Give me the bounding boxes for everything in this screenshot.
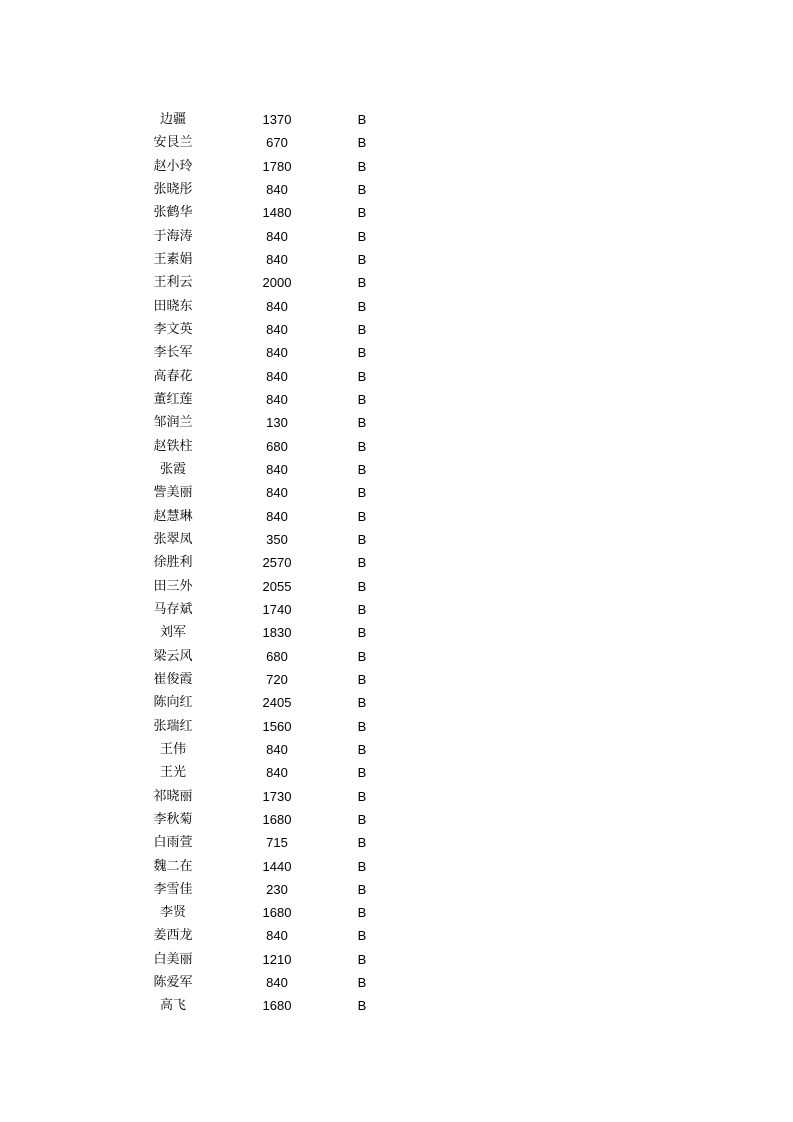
table-row — [0, 341, 793, 364]
table-row — [0, 645, 793, 668]
cell-amount: 840 — [266, 461, 288, 477]
table-row — [0, 388, 793, 411]
cell-name: 张翠凤 — [153, 531, 193, 547]
cell-amount: 1680 — [262, 905, 292, 921]
cell-name: 李秋菊 — [153, 811, 193, 827]
cell-amount: 1780 — [262, 158, 292, 174]
cell-amount: 840 — [266, 228, 288, 244]
cell-grade: B — [357, 975, 367, 991]
table-row — [0, 108, 793, 131]
table-row — [0, 668, 793, 691]
cell-grade: B — [357, 601, 367, 617]
cell-amount: 130 — [266, 415, 288, 431]
cell-amount: 1560 — [262, 718, 292, 734]
cell-grade: B — [357, 741, 367, 757]
cell-grade: B — [357, 648, 367, 664]
cell-name: 田三外 — [153, 578, 193, 594]
cell-name: 李长军 — [153, 345, 193, 361]
cell-grade: B — [357, 625, 367, 641]
cell-grade: B — [357, 578, 367, 594]
table-row — [0, 271, 793, 294]
data-table — [0, 108, 793, 1018]
table-row — [0, 528, 793, 551]
cell-amount: 1740 — [262, 601, 292, 617]
cell-grade: B — [357, 928, 367, 944]
cell-grade: B — [357, 415, 367, 431]
cell-amount: 1730 — [262, 788, 292, 804]
cell-name: 訾美丽 — [153, 485, 193, 501]
cell-grade: B — [357, 345, 367, 361]
cell-name: 安艮兰 — [153, 135, 193, 151]
table-row — [0, 948, 793, 971]
table-row — [0, 598, 793, 621]
table-row — [0, 831, 793, 854]
table-row — [0, 621, 793, 644]
cell-name: 白雨萱 — [153, 835, 193, 851]
table-row — [0, 318, 793, 341]
cell-name: 高春花 — [153, 368, 193, 384]
table-row — [0, 971, 793, 994]
cell-grade: B — [357, 228, 367, 244]
cell-amount: 230 — [266, 881, 288, 897]
table-row — [0, 551, 793, 574]
table-row — [0, 691, 793, 714]
cell-name: 王素娟 — [153, 251, 193, 267]
cell-grade: B — [357, 531, 367, 547]
table-row — [0, 201, 793, 224]
cell-amount: 840 — [266, 345, 288, 361]
cell-grade: B — [357, 718, 367, 734]
table-row — [0, 855, 793, 878]
cell-grade: B — [357, 881, 367, 897]
table-row — [0, 901, 793, 924]
cell-grade: B — [357, 485, 367, 501]
table-body — [0, 108, 793, 1018]
cell-name: 赵慧琳 — [153, 508, 193, 524]
cell-grade: B — [357, 368, 367, 384]
cell-amount: 840 — [266, 765, 288, 781]
cell-name: 李贤 — [159, 905, 186, 921]
cell-grade: B — [357, 181, 367, 197]
cell-name: 陈爱军 — [153, 975, 193, 991]
cell-name: 张晓彤 — [153, 181, 193, 197]
cell-amount: 840 — [266, 321, 288, 337]
table-row — [0, 924, 793, 947]
cell-grade: B — [357, 835, 367, 851]
cell-amount: 840 — [266, 298, 288, 314]
cell-name: 于海涛 — [153, 228, 193, 244]
cell-amount: 715 — [266, 835, 288, 851]
table-row — [0, 225, 793, 248]
cell-name: 陈向红 — [153, 695, 193, 711]
table-row — [0, 738, 793, 761]
cell-grade: B — [357, 321, 367, 337]
cell-grade: B — [357, 158, 367, 174]
cell-amount: 1370 — [262, 112, 292, 127]
table-row — [0, 365, 793, 388]
cell-grade: B — [357, 391, 367, 407]
table-row — [0, 715, 793, 738]
cell-name: 崔俊霞 — [153, 671, 193, 687]
table-row — [0, 575, 793, 598]
cell-amount: 840 — [266, 508, 288, 524]
table-row — [0, 505, 793, 528]
cell-amount: 1480 — [262, 205, 292, 221]
cell-amount: 2055 — [262, 578, 292, 594]
cell-amount: 2405 — [262, 695, 292, 711]
cell-grade: B — [357, 555, 367, 571]
cell-name: 李雪佳 — [153, 881, 193, 897]
cell-grade: B — [357, 275, 367, 291]
cell-name: 梁云风 — [153, 648, 193, 664]
cell-grade: B — [357, 135, 367, 151]
cell-amount: 840 — [266, 391, 288, 407]
table-row — [0, 878, 793, 901]
cell-amount: 2000 — [262, 275, 292, 291]
cell-amount: 1680 — [262, 811, 292, 827]
cell-grade: B — [357, 765, 367, 781]
cell-grade: B — [357, 858, 367, 874]
cell-amount: 840 — [266, 975, 288, 991]
cell-name: 祁晓丽 — [153, 788, 193, 804]
cell-amount: 840 — [266, 741, 288, 757]
cell-grade: B — [357, 671, 367, 687]
table-row — [0, 481, 793, 504]
table-row — [0, 458, 793, 481]
cell-name: 徐胜利 — [153, 555, 193, 571]
cell-name: 马存斌 — [153, 601, 193, 617]
cell-grade: B — [357, 695, 367, 711]
cell-name: 王光 — [159, 765, 186, 781]
cell-grade: B — [357, 998, 367, 1014]
table-row — [0, 411, 793, 434]
cell-name: 王利云 — [153, 275, 193, 291]
cell-name: 邹润兰 — [153, 415, 193, 431]
table-row — [0, 761, 793, 784]
table-row — [0, 808, 793, 831]
cell-grade: B — [357, 205, 367, 221]
cell-name: 田晓东 — [153, 298, 193, 314]
table-row — [0, 435, 793, 458]
cell-amount: 1210 — [262, 951, 292, 967]
cell-grade: B — [357, 298, 367, 314]
table-row — [0, 248, 793, 271]
cell-amount: 2570 — [262, 555, 292, 571]
cell-amount: 840 — [266, 181, 288, 197]
cell-amount: 670 — [266, 135, 288, 151]
cell-grade: B — [357, 811, 367, 827]
cell-amount: 1440 — [262, 858, 292, 874]
table-row — [0, 994, 793, 1017]
cell-amount: 840 — [266, 928, 288, 944]
cell-amount: 680 — [266, 648, 288, 664]
cell-amount: 680 — [266, 438, 288, 454]
cell-name: 高飞 — [159, 998, 186, 1014]
table-row — [0, 785, 793, 808]
cell-name: 赵铁柱 — [153, 438, 193, 454]
cell-name: 张鹤华 — [153, 205, 193, 221]
cell-name: 董红莲 — [153, 391, 193, 407]
cell-name: 赵小玲 — [153, 158, 193, 174]
cell-grade: B — [357, 251, 367, 267]
table-row — [0, 178, 793, 201]
cell-name: 刘军 — [159, 625, 186, 641]
cell-name: 李文英 — [153, 321, 193, 337]
table-row — [0, 295, 793, 318]
cell-grade: B — [357, 951, 367, 967]
cell-grade: B — [357, 508, 367, 524]
cell-amount: 840 — [266, 485, 288, 501]
cell-grade: B — [357, 788, 367, 804]
cell-amount: 840 — [266, 251, 288, 267]
cell-name: 魏二在 — [153, 858, 193, 874]
cell-name: 边疆 — [159, 112, 186, 127]
cell-name: 王伟 — [159, 741, 186, 757]
cell-amount: 720 — [266, 671, 288, 687]
cell-grade: B — [357, 461, 367, 477]
cell-name: 张霞 — [159, 461, 186, 477]
cell-name: 张瑞红 — [153, 718, 193, 734]
cell-amount: 350 — [266, 531, 288, 547]
cell-grade: B — [357, 112, 367, 127]
cell-amount: 1830 — [262, 625, 292, 641]
cell-name: 姜西龙 — [153, 928, 193, 944]
table-row — [0, 131, 793, 154]
cell-amount: 1680 — [262, 998, 292, 1014]
cell-grade: B — [357, 438, 367, 454]
cell-name: 白美丽 — [153, 951, 193, 967]
cell-grade: B — [357, 905, 367, 921]
cell-amount: 840 — [266, 368, 288, 384]
table-row — [0, 155, 793, 178]
